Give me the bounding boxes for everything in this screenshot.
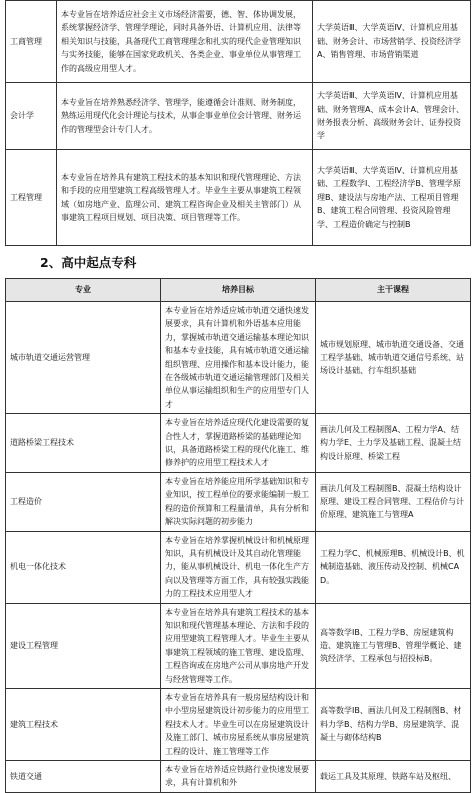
major-cell: 工程管理 (6, 150, 57, 246)
table-row (6, 688, 471, 760)
major-cell: 工程造价 (6, 472, 161, 531)
goal-cell: 本专业旨在培养适应铁路行业快速发展要求，具有计算机和外 (161, 761, 316, 793)
table-row (6, 603, 471, 688)
courses-cell: 城市规划原理、城市轨道交通设备、交通工程学基础、城市轨道交通信号系统、站场设计基础、行车组织基础 (316, 302, 471, 414)
courses-cell: 高等数学ⅠB、画法几何及工程制图B、材料力学B、结构力学B、房屋建筑学、混凝土与砌体结构B (316, 688, 471, 760)
goal-cell: 本专业旨在培养具有建筑工程技术的基本知识和现代管理基本理论、方法和手段的应用型建筑工程管理人才。毕业生主要从事建筑工程领域的施工管理、建设监理、工程咨询或在房地产公司从事房地产开发与经营管理等工作。 (161, 603, 316, 688)
courses-cell: 大学英语Ⅲ、大学英语Ⅳ、计算机应用基础、财务会计、市场营销学、投资经济学A、销售管理、市场营销渠道 (313, 1, 471, 83)
table-row (6, 83, 471, 150)
table-row (6, 302, 471, 414)
major-cell: 道路桥梁工程技术 (6, 414, 161, 473)
major-cell: 会计学 (6, 83, 57, 150)
goal-cell: 本专业旨在培养掌握机械设计和机械原理知识，具有机械设计及其自动化管理能力，能从事机械设计、机电一体化生产方向以及管理等方面工作，具有较强实践能力的工程技术应用型人才 (161, 531, 316, 603)
header-goal: 培养目标 (161, 279, 316, 302)
major-cell: 铁道交通 (6, 761, 161, 793)
courses-cell: 画法几何及工程制图A、工程力学A、结构力学E、土力学及基础工程、混凝土结构设计原理、桥梁工程 (316, 414, 471, 473)
header-major: 专业 (6, 279, 161, 302)
table-row (6, 531, 471, 603)
major-cell: 建设工程管理 (6, 603, 161, 688)
goal-cell: 本专业旨在培养适应现代化建设需要的复合性人才，掌握道路桥梁的基础理论知识，具备道路桥梁工程的现代化施工、维修养护的应用型工程技术人才 (161, 414, 316, 473)
courses-cell: 大学英语Ⅲ、大学英语Ⅳ、计算机应用基础、工程数学Ⅰ、工程经济学B、管理学原理B、建设法与房地产法、工程项目管理B、建筑工程合同管理、投资风险管理学、工程造价确定与控制B (313, 150, 471, 246)
top-table (5, 0, 471, 246)
major-cell: 机电一体化技术 (6, 531, 161, 603)
major-cell: 工商管理 (6, 1, 57, 83)
major-cell: 城市轨道交通运营管理 (6, 302, 161, 414)
header-courses: 主干课程 (316, 279, 471, 302)
goal-cell: 本专业旨在培养具有一般房屋结构设计和中小型房屋建筑设计初步能力的应用型工程技术人才。毕业生可以在房屋建筑设计及施工部门、城市房屋系统从事房屋建筑工程的设计、施工管理等工作 (161, 688, 316, 760)
goal-cell: 本专业旨在培养适应城市轨道交通快速发展要求，具有计算机和外语基本应用能力，掌握城市轨道交通运输基本理论知识和基本专业技能，具有城市轨道交通运输组织管理、应用操作和基本设计能力，能在各级城市轨道交通运输管理部门及相关单位从事运输组织和生产的应用型专门人才 (161, 302, 316, 414)
courses-cell: 画法几何及工程制图B、混凝土结构设计原理、建设工程合同管理、工程估价与计价原理、建筑施工与管理A (316, 472, 471, 531)
table-row (6, 761, 471, 793)
goal-cell: 本专业旨在培养具有建筑工程技术的基本知识和现代管理理论、方法和手段的应用型建筑工程高级管理人才。毕业生主要从事建筑工程领域（如房地产业、监理公司、建筑工程咨询企业及相关主管部门）从事建筑工程项目规划、项目决策、项目管理等工作。 (57, 150, 313, 246)
table-row (6, 472, 471, 531)
table-header-row (6, 279, 471, 302)
table-row (6, 1, 471, 83)
goal-cell: 本专业旨在培养能应用所学基础知识和专业知识，按工程单位的要求能编制一般工程的造价预算和工程量清单，具有分析和解决实际问题的初步能力 (161, 472, 316, 531)
courses-cell: 载运工具及其原理、铁路车站及枢纽、 (316, 761, 471, 793)
goal-cell: 本专业旨在培养适应社会主义市场经济需要，德、智、体协调发展，系统掌握经济学、管理学理论，同时具备外语、计算机应用、法律等相关知识与技能，具备现代工商管理理念和扎实的现代企业管理知识与实务技能，能够在国家党政机关、各类企业、事业单位从事管理工作的高级应用型人才。 (57, 1, 313, 83)
bottom-table (5, 278, 471, 793)
courses-cell: 工程力学C、机械原理B、机械设计B、机械制造基础、液压传动及控制、机械CAD。 (316, 531, 471, 603)
courses-cell: 高等数学ⅠB、工程力学B、房屋建筑构造、建筑施工与管理B、管理学概论、建筑经济学、工程承包与招投标B。 (316, 603, 471, 688)
table-row (6, 150, 471, 246)
section-title: 2、高中起点专科 (40, 255, 137, 270)
table-row (6, 414, 471, 473)
courses-cell: 大学英语Ⅲ、大学英语Ⅳ、计算机应用基础、财务管理A、成本会计A、管理会计、财务报表分析、高级财务会计、证券投资学 (313, 83, 471, 150)
major-cell: 建筑工程技术 (6, 688, 161, 760)
goal-cell: 本专业旨在培养熟悉经济学、管理学，能遵循会计准则、财务制度，熟练运用现代化会计理论与技术，从事企事业单位会计管理、财务运作的管理型会计专门人才。 (57, 83, 313, 150)
